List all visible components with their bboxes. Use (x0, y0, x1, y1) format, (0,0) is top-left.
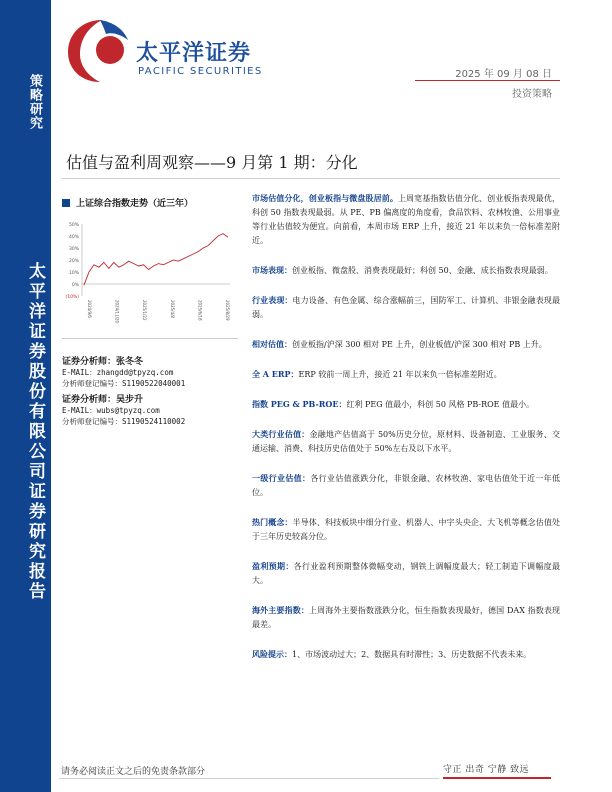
brand-name-cn: 太平洋证券 (136, 41, 252, 66)
index-series-line (84, 234, 228, 286)
analyst-1-role: 证券分析师：张冬冬 (62, 357, 144, 367)
x-tick-label: 2025/1/22 (142, 300, 148, 321)
square-bullet-icon (62, 199, 70, 207)
x-tick-label: 2025/8/29 (225, 300, 230, 321)
x-tick-label: 2025/6/18 (197, 300, 203, 321)
summary-paragraph: 海外主要指数：上周海外主要指数涨跌分化，恒生指数表现最好，德国 DAX 指数表现最差。 (252, 605, 560, 629)
report-date: 2025 年 09 月 08 日 (455, 69, 552, 80)
summary-paragraph: 市场表现：创业板指、微盘股、消费表现最好；科创 50、金融、成长指数表现最弱。 (252, 265, 553, 275)
summary-paragraph: 全 A ERP：ERP 较前一周上升，接近 21 年以来负一倍标准差附近。 (252, 369, 502, 379)
y-tick-label: (10%) (65, 294, 79, 300)
analyst-1-email[interactable]: E-MAIL：zhangdd@tpyzq.com (62, 368, 174, 377)
index-trend-chart (60, 218, 236, 328)
x-tick-label: 2024/11/20 (114, 300, 120, 324)
report-category: 投资策略 (512, 89, 552, 100)
summary-paragraph: 指数 PEG & PB-ROE：红利 PEG 值最小，科创 50 风格 PB-ROE 值最小。 (252, 399, 535, 409)
y-tick-label: 10% (68, 270, 79, 276)
y-tick-label: 30% (68, 246, 79, 252)
summary-body (252, 183, 560, 677)
report-title: 估值与盈利周观察——9 月第 1 期：分化 (66, 153, 358, 172)
sidebar-company-label: 太平洋证券股份有限公司证券研究报告 (25, 262, 45, 602)
analyst-2 (62, 392, 185, 427)
header-divider (415, 80, 560, 81)
summary-paragraph: 一级行业估值：各行业估值涨跌分化，非银金融、农林牧渔、家电估值处于近一年低位。 (252, 473, 561, 497)
analyst-2-role: 证券分析师：吴步升 (62, 395, 144, 405)
summary-paragraph: 大类行业估值：金融地产估值高于 50%历史分位，原材料、设备制造、工业服务、交通运输、消费、科技历史估值处于 50%左右及以下水平。 (252, 429, 561, 453)
summary-paragraph: 风险提示：1、市场波动过大；2、数据具有时滞性；3、历史数据不代表未来。 (252, 649, 532, 659)
y-tick-label: 0% (71, 282, 79, 288)
page-footer (51, 758, 612, 788)
left-sidebar (0, 0, 51, 792)
summary-paragraph: 热门概念：半导体、科技板块中细分行业、机器人、中字头央企、大飞机等概念估值处于三年历史较高分位。 (252, 517, 561, 541)
y-tick-label: 20% (68, 258, 79, 264)
summary-paragraph: 相对估值：创业板指/沪深 300 相对 PE 上升，创业板值/沪深 300 相对 PB 上升。 (252, 339, 547, 349)
company-motto: 守正 出奇 宁静 致远 (443, 765, 530, 775)
summary-paragraph: 市场估值分化，创业板指与微盘股居前。上周宽基指数估值分化、创业板指表现最优，科创 50 指数表现最弱。从 PE、PB 偏离度的角度看，食品饮料、农林牧渔、公用事业等行业估值较为便宜。向前看，本周市场 ERP 上升，接近 21 年以来负一倍标准差附近。 (252, 193, 561, 245)
y-tick-label: 50% (68, 222, 79, 228)
chart-title-text: 上证综合指数走势（近三年） (76, 199, 194, 209)
sidebar-category-label: 策略研究 (27, 74, 42, 130)
title-divider (62, 178, 560, 179)
chart-title (62, 196, 193, 209)
x-tick-label: 2024/9/6 (87, 300, 92, 318)
disclaimer-text: 请务必阅读正文之后的免责条款部分 (61, 767, 206, 777)
analyst-2-email[interactable]: E-MAIL：wubs@tpyzq.com (62, 406, 160, 415)
motto-underline (443, 777, 551, 779)
pacific-securities-logo-icon (62, 14, 136, 84)
brand-name-en: PACIFIC SECURITIES (138, 66, 263, 77)
analyst-1 (62, 354, 185, 389)
summary-paragraph: 盈利预期：各行业盈利预期整体微幅变动，钢铁上调幅度最大；轻工制造下调幅度最大。 (252, 561, 561, 585)
chart-divider (62, 338, 238, 339)
footer-divider (59, 778, 439, 779)
analyst-1-license: 分析师登记编号：S1190522040001 (62, 379, 186, 388)
summary-paragraph: 行业表现：电力设备、有色金属、综合涨幅前三，国防军工、计算机、非银金融表现最弱。 (252, 295, 561, 319)
y-tick-label: 40% (68, 234, 79, 240)
analyst-2-license: 分析师登记编号：S1190524110002 (62, 417, 186, 426)
x-tick-label: 2025/4/8 (169, 300, 175, 318)
